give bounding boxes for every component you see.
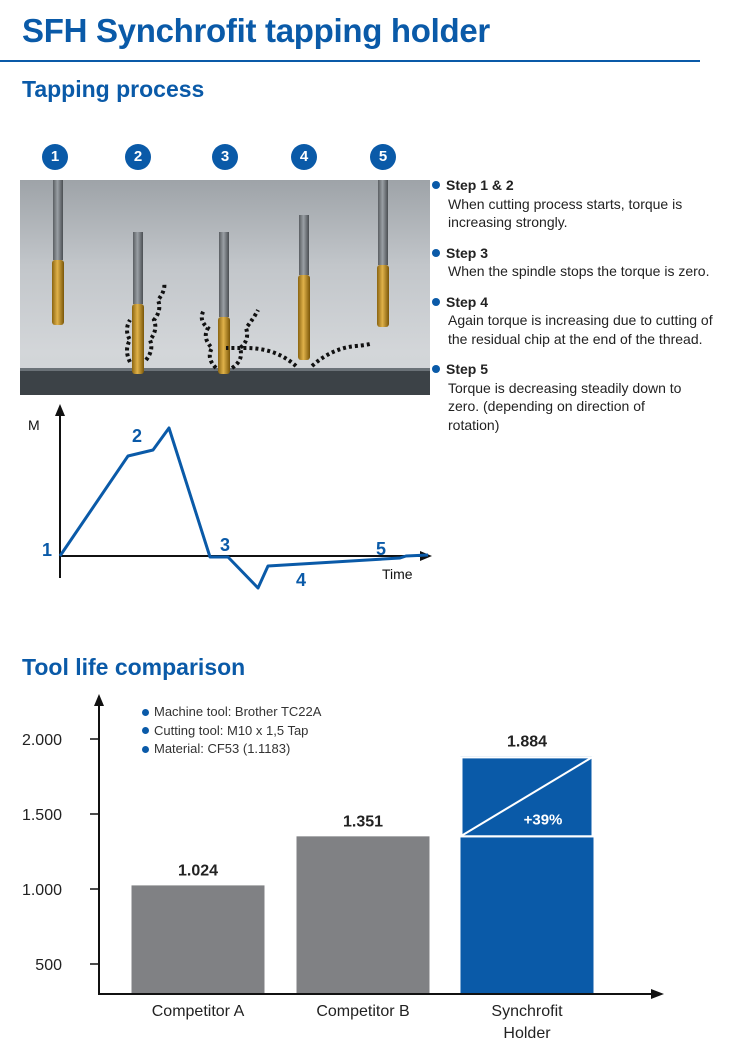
step-item [432,293,732,349]
graph-point-4: 4 [296,570,307,590]
y-tick-label: 1.000 [21,882,62,899]
torque-curve [60,428,428,588]
title-rule [0,60,700,62]
steps-list [432,176,732,446]
tapping-photo-illustration [20,180,430,395]
graph-point-5: 5 [376,539,387,559]
step-item [432,176,732,232]
y-axis-arrow-icon [55,404,65,416]
y-tick-label: 2.000 [21,732,62,749]
tool-life-chart [0,690,740,1046]
bar-competitor-b [297,836,430,994]
step-heading: Step 4 [446,293,489,310]
gain-label: +39% [523,811,563,829]
step-description: Torque is decreasing steadily down to zero. (depending on direction of rotation) [448,379,682,433]
category-label: Synchrofit [491,1003,563,1020]
test-conditions-legend [142,703,321,759]
bullet-icon [142,746,149,753]
chart-x-axis-arrow-icon [651,989,664,999]
tapping-photo [20,180,430,395]
bullet-icon [142,709,149,716]
category-label: Holder [503,1025,551,1042]
chart-y-axis-arrow-icon [94,694,104,706]
y-tick-label: 500 [35,957,62,974]
step-number-3: 3 [212,144,238,170]
legend-item [142,703,321,722]
step-heading: Step 5 [446,361,489,377]
y-axis-label: M [28,417,40,433]
legend-text: Machine tool: Brother TC22A [154,704,322,719]
torque-graph [20,400,440,600]
bar-competitor-a [132,885,265,994]
category-label: Competitor B [316,1003,410,1020]
step-heading: Step 1 & 2 [446,177,514,193]
bullet-icon [142,727,149,734]
step-item [432,244,732,281]
tapping-heading: Tapping process [22,76,205,102]
legend-text: Material: CF53 (1.1183) [154,741,291,756]
step-number-4: 4 [291,144,317,170]
bullet-icon [432,181,440,189]
step-heading: Step 3 [446,244,489,261]
step-description: When cutting process starts, torque is increasing strongly. [448,195,683,230]
bar-synchrofit-holder [461,756,594,994]
step-description: Again torque is increasing due to cutting of the residual chip at the end of the thread. [448,312,713,347]
legend-text: Cutting tool: M10 x 1,5 Tap [154,722,309,738]
bullet-icon [432,365,440,373]
graph-point-3: 3 [220,535,231,555]
page-title: SFH Synchrofit tapping holder [22,12,490,49]
bar-value-label: 1.884 [506,733,548,751]
bullet-icon [432,298,440,306]
x-axis-label: Time [382,566,413,582]
toollife-heading: Tool life comparison [22,654,246,680]
step-number-2: 2 [125,144,151,170]
bar-value-label: 1.024 [177,862,219,880]
graph-point-2: 2 [132,426,143,446]
bullet-icon [432,249,440,257]
legend-item [142,740,321,759]
y-tick-label: 1.500 [21,807,62,824]
graph-point-1: 1 [42,540,53,560]
step-number-1: 1 [42,144,68,170]
bar-value-label: 1.351 [342,813,384,831]
step-description: When the spindle stops the torque is zero. [448,263,710,279]
step-number-5: 5 [370,144,396,170]
step-item [432,360,732,434]
category-label: Competitor A [151,1003,245,1020]
legend-item [142,722,321,741]
